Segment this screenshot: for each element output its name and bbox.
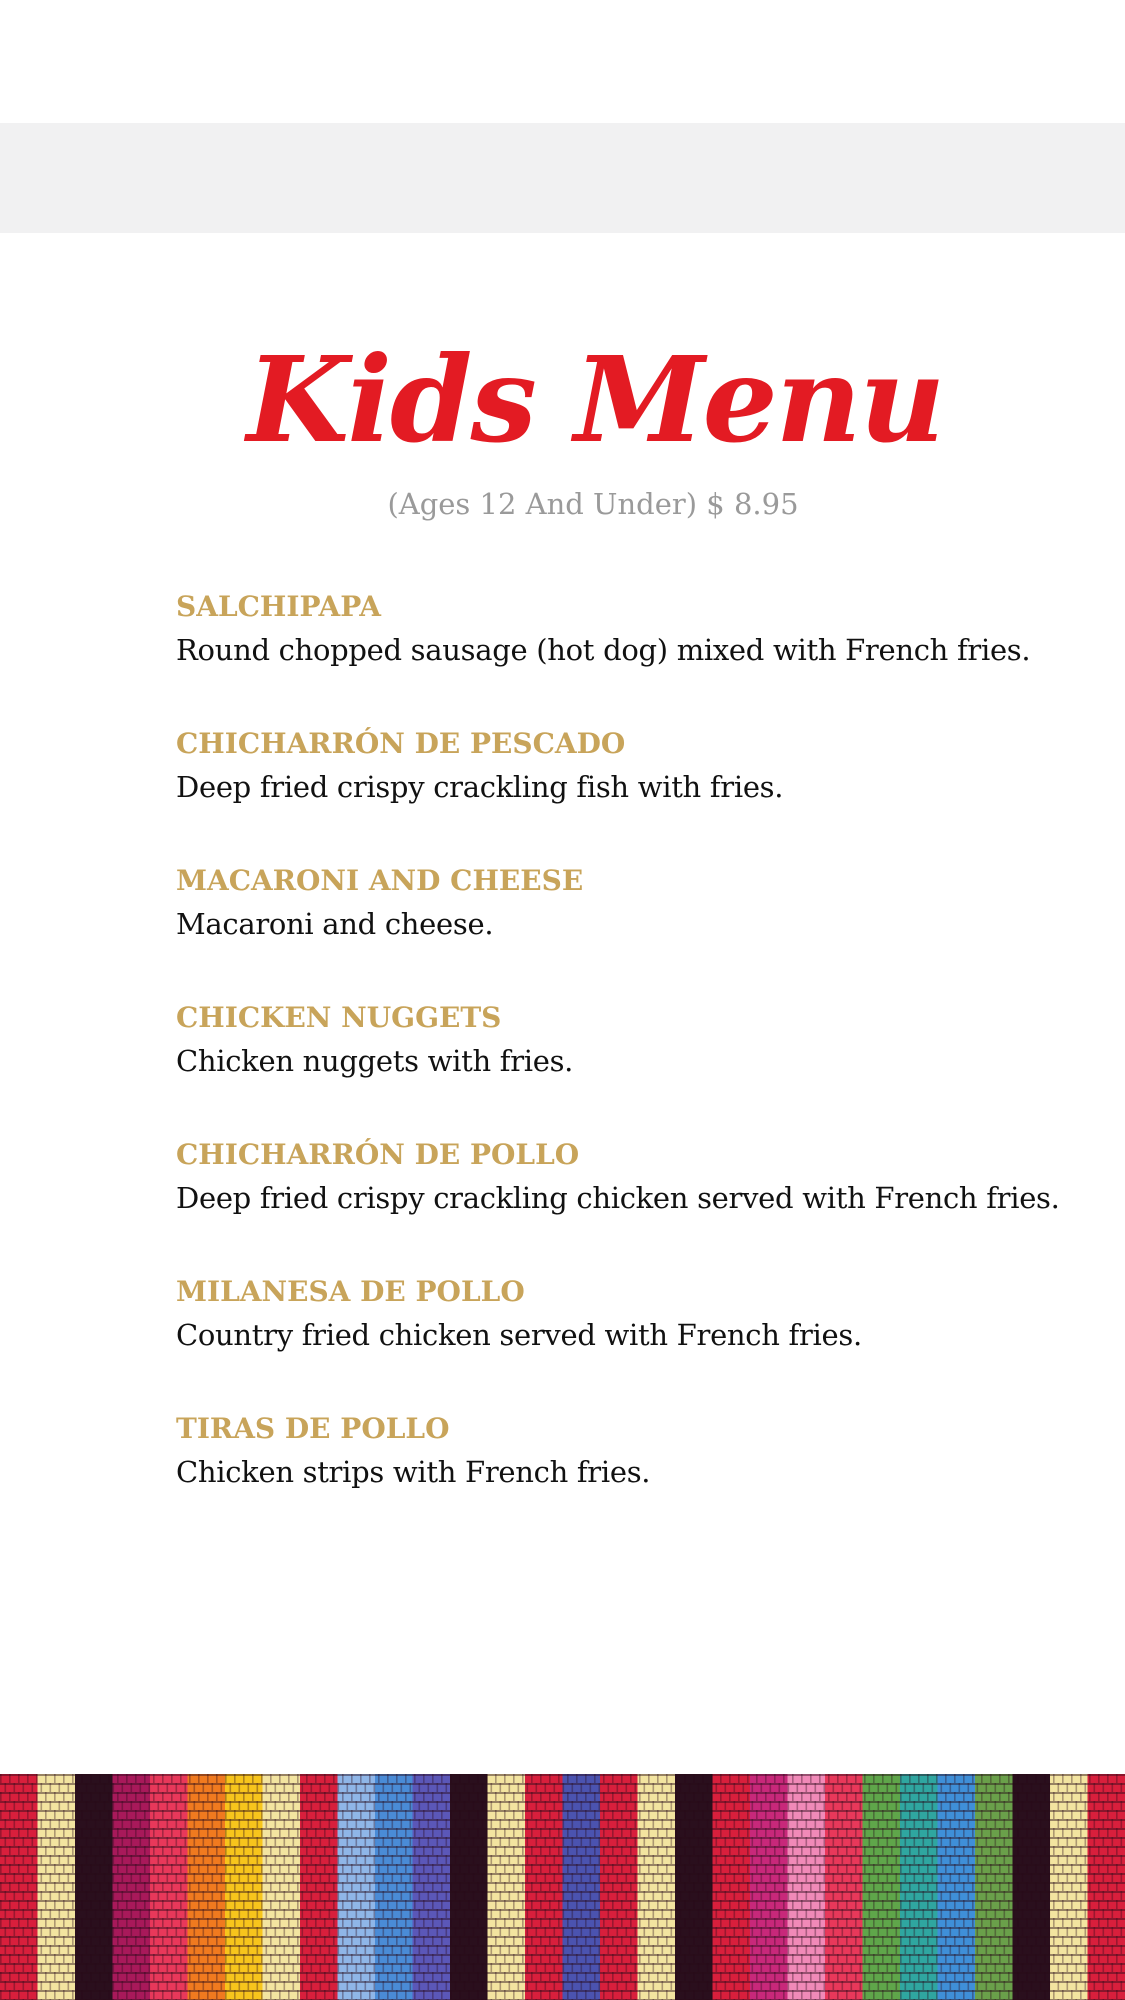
menu-item [176, 1273, 1076, 1410]
menu-item-name: CHICKEN NUGGETS [176, 1001, 502, 1034]
menu-item-name: CHICHARRÓN DE POLLO [176, 1138, 580, 1171]
menu-item [176, 1410, 1076, 1547]
menu-item-description: Chicken nuggets with fries. [176, 1044, 574, 1078]
menu-item-name: MACARONI AND CHEESE [176, 864, 584, 897]
top-banner-band [0, 123, 1125, 233]
menu-item-description: Deep fried crispy crackling chicken served with French fries. [176, 1181, 1060, 1215]
menu-item [176, 999, 1076, 1136]
menu-subtitle: (Ages 12 And Under) $ 8.95 [387, 487, 799, 521]
menu-item [176, 588, 1076, 725]
woven-textile-border [0, 1774, 1125, 2000]
menu-item-description: Round chopped sausage (hot dog) mixed with French fries. [176, 633, 1031, 667]
menu-item [176, 725, 1076, 862]
menu-item-name: SALCHIPAPA [176, 590, 381, 623]
menu-item-name: CHICHARRÓN DE PESCADO [176, 727, 626, 760]
menu-item-name: TIRAS DE POLLO [176, 1412, 450, 1445]
menu-item-description: Deep fried crispy crackling fish with fries. [176, 770, 784, 804]
menu-item [176, 1136, 1076, 1273]
menu-item-description: Country fried chicken served with French fries. [176, 1318, 862, 1352]
menu-item [176, 862, 1076, 999]
menu-item-description: Chicken strips with French fries. [176, 1455, 651, 1489]
menu-title: Kids Menu [246, 330, 944, 469]
menu-item-description: Macaroni and cheese. [176, 907, 494, 941]
menu-item-name: MILANESA DE POLLO [176, 1275, 525, 1308]
menu-list [176, 588, 1076, 1547]
